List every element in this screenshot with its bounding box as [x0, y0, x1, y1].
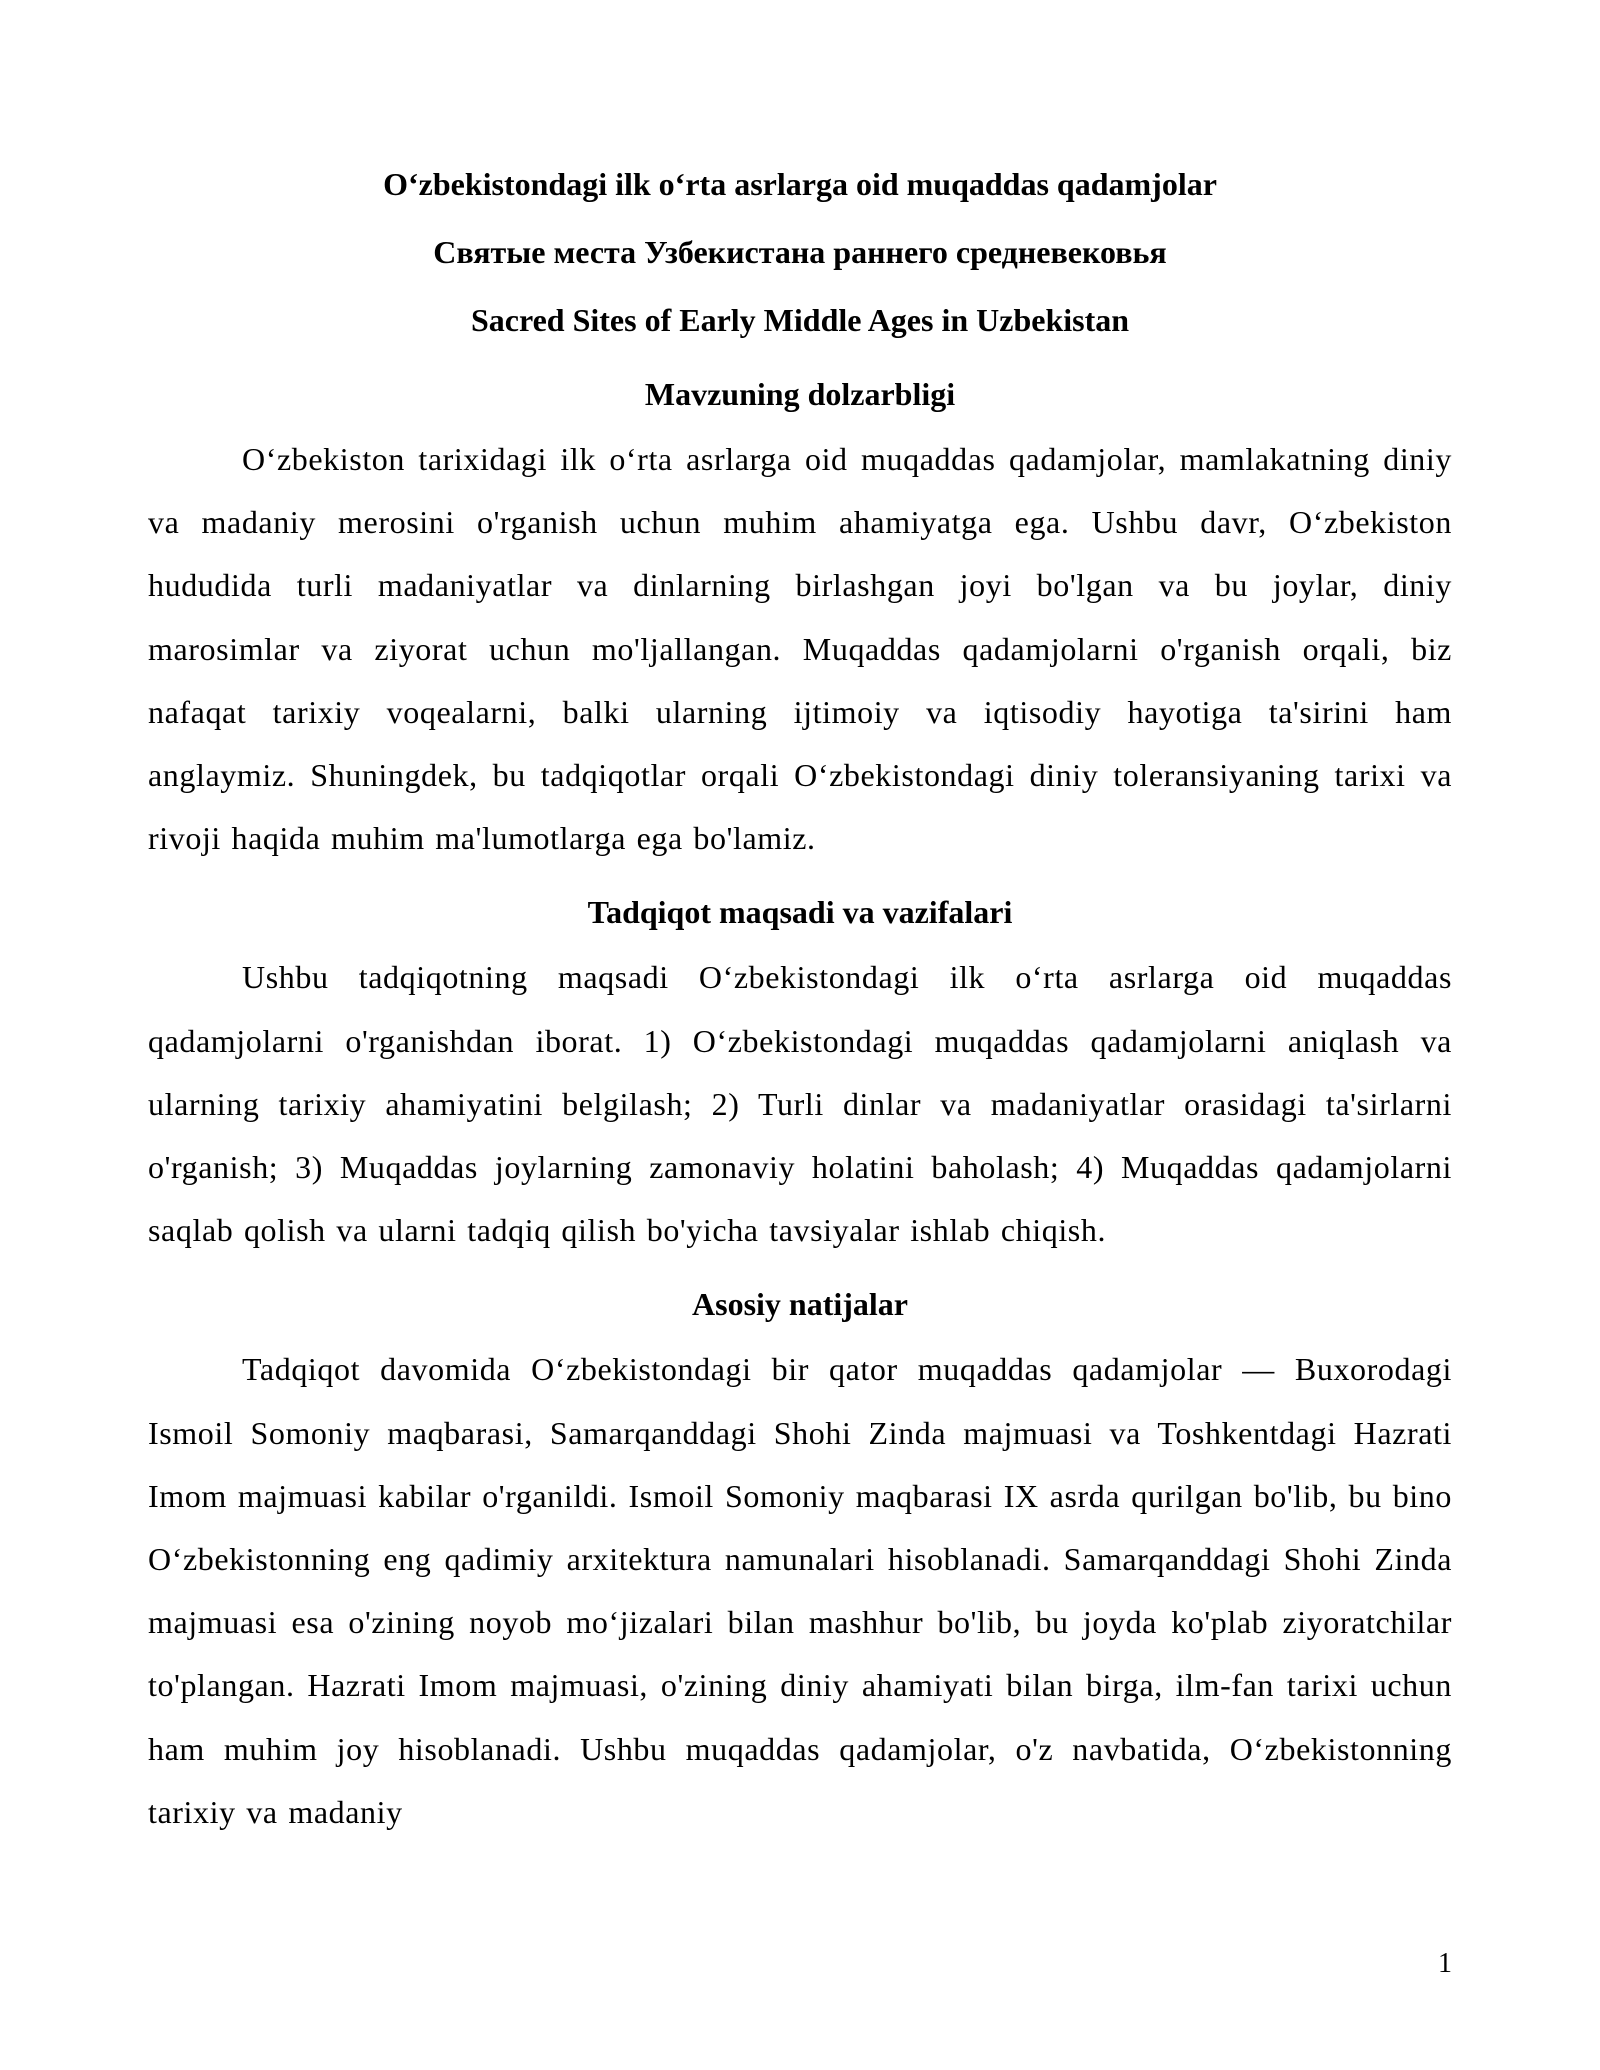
- section-paragraph-goals: Ushbu tadqiqotning maqsadi O‘zbekistondagi ilk o‘rta asrlarga oid muqaddas qadamjolarni o'rganishdan iborat. 1) O‘zbekistondagi muqaddas qadamjolarni aniqlash va ularning tarixiy ahamiyatini belgilash; 2) Turli dinlar va madaniyatlar orasidagi ta'sirlarni o'rganish; 3) Muqaddas joylarning zamonaviy holatini baholash; 4) Muqaddas qadamjolarni saqlab qolish va ularni tadqiq qilish bo'yicha tavsiyalar ishlab chiqish.: [148, 959, 1452, 1249]
- section-heading-goals: Tadqiqot maqsadi va vazifalari: [587, 894, 1013, 931]
- section-paragraph-results: Tadqiqot davomida O‘zbekistondagi bir qator muqaddas qadamjolar — Buxorodagi Ismoil Somoniy maqbarasi, Samarqanddagi Shohi Zinda majmuasi va Toshkentdagi Hazrati Imom majmuasi kabilar o'rganildi. Ismoil Somoniy maqbarasi IX asrda qurilgan bo'lib, bu bino O‘zbekistonning eng qadimiy arxitektura namunalari hisoblanadi. Samarqanddagi Shohi Zinda majmuasi esa o'zining noyob mo‘jizalari bilan mashhur bo'lib, bu joyda ko'plab ziyoratchilar to'plangan. Hazrati Imom majmuasi, o'zining diniy ahamiyati bilan birga, ilm-fan tarixi uchun ham muhim joy hisoblanadi. Ushbu muqaddas qadamjolar, o'z navbatida, O‘zbekistonning tarixiy va madaniy: [148, 1351, 1452, 1830]
- title-block: [148, 150, 1452, 354]
- section-paragraph-relevance: O‘zbekiston tarixidagi ilk o‘rta asrlarga oid muqaddas qadamjolar, mamlakatning diniy va madaniy merosini o'rganish uchun muhim ahamiyatga ega. Ushbu davr, O‘zbekiston hududida turli madaniyatlar va dinlarning birlashgan joyi bo'lgan va bu joylar, diniy marosimlar va ziyorat uchun mo'ljallangan. Muqaddas qadamjolarni o'rganish orqali, biz nafaqat tarixiy voqealarni, balki ularning ijtimoiy va iqtisodiy hayotiga ta'sirini ham anglaymiz. Shuningdek, bu tadqiqotlar orqali O‘zbekistondagi diniy toleransiyaning tarixi va rivoji haqida muhim ma'lumotlarga ega bo'lamiz.: [148, 441, 1452, 857]
- title-english: Sacred Sites of Early Middle Ages in Uzbekistan: [470, 302, 1130, 338]
- section-heading-results: Asosiy natijalar: [692, 1286, 908, 1323]
- section-heading-relevance: Mavzuning dolzarbligi: [644, 376, 956, 412]
- page-number: 1: [1438, 1948, 1452, 1979]
- title-russian: Святые места Узбекистана раннего средневековья: [433, 234, 1167, 270]
- document-body: [148, 360, 1452, 1852]
- title-uzbek: O‘zbekistondagi ilk o‘rta asrlarga oid muqaddas qadamjolar: [383, 166, 1217, 202]
